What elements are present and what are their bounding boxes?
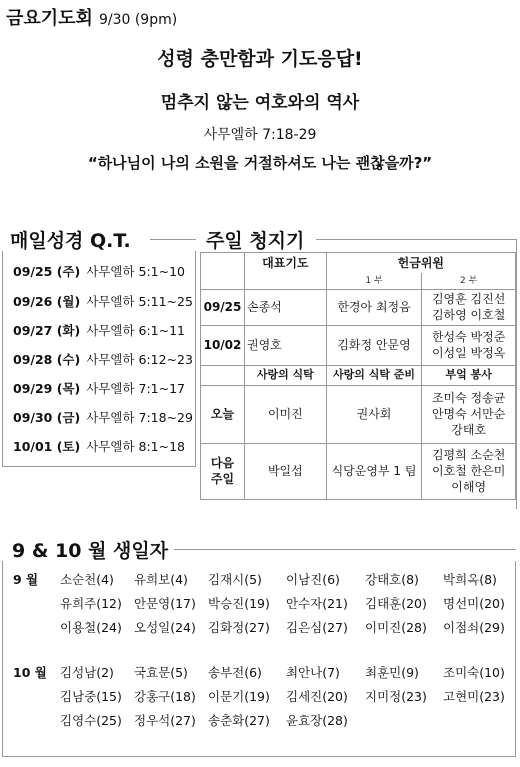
- birthday-name: 안문영(17): [134, 596, 196, 611]
- steward-part2-line: 한성숙 박정준: [431, 330, 506, 344]
- birthday-name: 안수자(21): [286, 596, 348, 611]
- steward-part2-line: 이성일 박정옥: [431, 346, 506, 360]
- birthday-box: [2, 561, 516, 757]
- bulletin-title: [6, 4, 177, 30]
- birthday-title-rule: [170, 549, 516, 550]
- birthday-name: 지미정(23): [365, 689, 427, 704]
- kitchen-line: 이해영: [451, 480, 487, 494]
- service-kitchen: [422, 443, 516, 499]
- birthday-name: 윤효장(28): [286, 713, 348, 728]
- service-love-prep: 권사회: [326, 385, 422, 443]
- header-offering: 헌금위원: [326, 253, 515, 273]
- sunday-title-rule: [316, 239, 516, 240]
- qt-row: [13, 379, 185, 397]
- steward-row: [201, 289, 516, 325]
- qt-date: 09/26 (월): [13, 294, 81, 309]
- qt-reading: 사무엘하 5:1~10: [86, 264, 185, 279]
- steward-part1: 김화정 안문영: [326, 325, 422, 365]
- birthday-name: 김은심(27): [286, 620, 348, 635]
- sermon-verse: 사무엘하 7:18-29: [203, 127, 317, 143]
- qt-date: 09/25 (주): [13, 264, 81, 279]
- qt-row: [13, 321, 185, 339]
- qt-date: 09/30 (금): [13, 410, 81, 425]
- qt-row: [13, 262, 185, 280]
- birthday-month-sep: 9 월: [13, 572, 39, 587]
- qt-date: 09/29 (목): [13, 381, 81, 396]
- steward-part1: 한경아 최정음: [326, 289, 422, 325]
- birthday-name: 소순천(4): [60, 572, 114, 587]
- kitchen-line: 강태호: [451, 423, 487, 437]
- steward-row: [201, 325, 516, 365]
- kitchen-line: 김평희 소순천: [431, 448, 506, 462]
- steward-part2: [422, 289, 516, 325]
- birthday-month-oct: 10 월: [13, 665, 47, 680]
- service-label: [201, 443, 245, 499]
- qt-date: 09/28 (수): [13, 352, 81, 367]
- birthday-name: 조미숙(10): [443, 665, 505, 680]
- header-part2: 2 부: [422, 273, 516, 290]
- sunday-title: 주일 청지기: [206, 226, 310, 253]
- birthday-name: 강태호(8): [365, 572, 419, 587]
- birthday-name: 이문기(19): [208, 689, 270, 704]
- qt-row: [13, 408, 193, 426]
- birthday-name: 오성일(24): [134, 620, 196, 635]
- qt-reading: 사무엘하 5:11~25: [86, 294, 193, 309]
- blank-cell: [244, 273, 326, 290]
- kitchen-line: 조미숙 정송균: [431, 391, 506, 405]
- header-kitchen: 부엌 봉사: [422, 365, 516, 385]
- qt-title-rule: [150, 239, 196, 240]
- service-kitchen: [422, 385, 516, 443]
- birthday-name: 김영수(25): [60, 713, 122, 728]
- sermon-quote: “하나님이 나의 소원을 거절하셔도 나는 괜찮을까?”: [87, 154, 433, 172]
- header-part1: 1 부: [326, 273, 422, 290]
- kitchen-line: 안명숙 서만순: [431, 407, 506, 421]
- service-label-line: 주일: [210, 472, 235, 486]
- service-label-line: 다음: [210, 456, 235, 470]
- steward-date: 09/25: [201, 289, 245, 325]
- qt-date: 09/27 (화): [13, 323, 81, 338]
- steward-prayer: 손종석: [244, 289, 326, 325]
- birthday-name: 유희주(12): [60, 596, 122, 611]
- birthday-name: 김성남(2): [60, 665, 114, 680]
- bulletin-title-text: 금요기도회: [6, 8, 93, 29]
- qt-row: [13, 350, 193, 368]
- qt-reading: 사무엘하 6:12~23: [86, 352, 193, 367]
- service-row-next: [201, 443, 516, 499]
- birthday-name: 최훈민(9): [365, 665, 419, 680]
- birthday-name: 박승진(19): [208, 596, 270, 611]
- steward-part2: [422, 325, 516, 365]
- service-row-today: [201, 385, 516, 443]
- service-love-prep: 식당운영부 1 팀: [326, 443, 422, 499]
- birthday-name: 김재시(5): [208, 572, 262, 587]
- service-love-table: 이미진: [244, 385, 326, 443]
- qt-reading: 사무엘하 8:1~18: [86, 439, 185, 454]
- steward-part2-line: 김하영 이호철: [431, 308, 506, 322]
- sunday-table: [200, 252, 516, 500]
- birthday-name: 박희옥(8): [443, 572, 497, 587]
- qt-row: [13, 437, 185, 455]
- birthday-name: 최안나(7): [286, 665, 340, 680]
- header-love-prep: 사랑의 식탁 준비: [326, 365, 422, 385]
- birthday-name: 송부전(6): [208, 665, 262, 680]
- sermon-subhead: 멈추지 않는 여호와의 역사: [160, 93, 360, 113]
- birthday-name: 이남진(6): [286, 572, 340, 587]
- birthday-name: 이미진(28): [365, 620, 427, 635]
- service-label: 오늘: [201, 385, 245, 443]
- qt-title: 매일성경 Q.T.: [10, 226, 137, 253]
- service-love-table: 박일섭: [244, 443, 326, 499]
- blank-cell: [201, 273, 245, 290]
- kitchen-line: 이호철 한은미: [431, 464, 506, 478]
- birthday-name: 김세진(20): [286, 689, 348, 704]
- sunday-side-rule: [516, 239, 517, 509]
- qt-reading: 사무엘하 7:18~29: [86, 410, 193, 425]
- birthday-name: 고현미(23): [443, 689, 505, 704]
- birthday-name: 이점쇠(29): [443, 620, 505, 635]
- qt-reading: 사무엘하 7:1~17: [86, 381, 185, 396]
- birthday-name: 국효문(5): [134, 665, 188, 680]
- qt-row: [13, 292, 193, 310]
- birthday-name: 김남중(15): [60, 689, 122, 704]
- header-prayer: 대표기도: [244, 253, 326, 273]
- qt-reading: 사무엘하 6:1~11: [86, 323, 185, 338]
- qt-box: [2, 251, 196, 467]
- blank-cell: [201, 253, 245, 273]
- birthday-name: 유희보(4): [134, 572, 188, 587]
- header-love-table: 사랑의 식탁: [244, 365, 326, 385]
- birthday-name: 송춘화(27): [208, 713, 270, 728]
- birthday-name: 정우석(27): [134, 713, 196, 728]
- birthday-name: 명선미(20): [443, 596, 505, 611]
- steward-date: 10/02: [201, 325, 245, 365]
- sermon-headline: 성령 충만함과 기도응답!: [157, 48, 363, 70]
- birthday-name: 김태훈(20): [365, 596, 427, 611]
- steward-prayer: 권영호: [244, 325, 326, 365]
- birthday-name: 이용철(24): [60, 620, 122, 635]
- birthday-title: 9 & 10 월 생일자: [12, 536, 174, 563]
- birthday-name: 김화정(27): [208, 620, 270, 635]
- steward-part2-line: 김영훈 김진선: [431, 292, 506, 306]
- blank-cell: [201, 365, 245, 385]
- bulletin-date: 9/30 (9pm): [98, 12, 178, 28]
- birthday-name: 강홍구(18): [134, 689, 196, 704]
- qt-date: 10/01 (토): [13, 439, 81, 454]
